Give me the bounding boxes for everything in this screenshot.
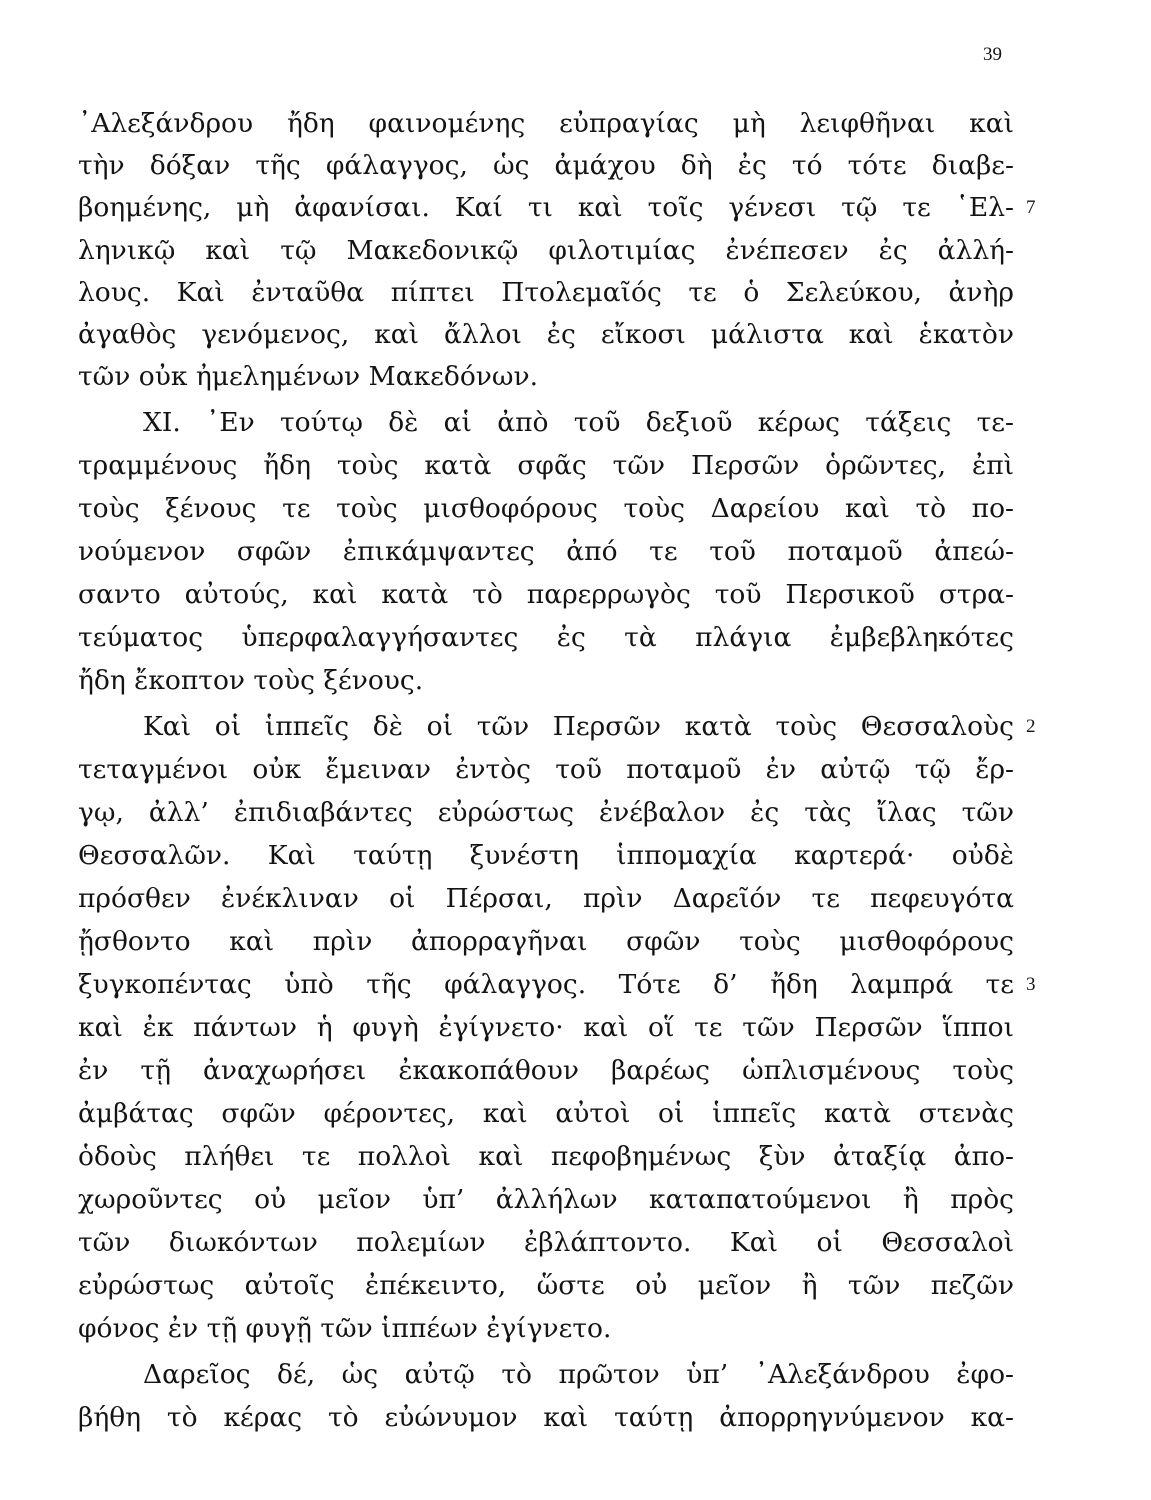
text-line: ληνικῷ καὶ τῷ Μακεδονικῷ φιλοτιμίας ἐνέπεσεν ἐς ἀλλή- (78, 235, 1014, 266)
text-line: τεύματος ὑπερφαλαγγήσαντες ἐς τὰ πλάγια ἐμβεβληκότες (78, 622, 1014, 653)
text-line: βήθη τὸ κέρας τὸ εὐώνυμον καὶ ταύτῃ ἀπορρηγνύμενον κα- (78, 1402, 1014, 1433)
text-line: καὶ ἐκ πάντων ἡ φυγὴ ἐγίγνετο· καὶ οἵ τε τῶν Περσῶν ἵπποι (78, 1012, 1014, 1043)
text-line: ξυγκοπέντας ὑπὸ τῆς φάλαγγος. Τότε δ’ ἤδη λαμπρά τε (78, 969, 1014, 1000)
margin-section-number: 7 (1026, 197, 1036, 218)
text-line: χωροῦντες οὐ μεῖον ὑπ’ ἀλλήλων καταπατούμενοι ἢ πρὸς (78, 1184, 1014, 1215)
text-line: τοὺς ξένους τε τοὺς μισθοφόρους τοὺς Δαρείου καὶ τὸ πο- (78, 493, 1014, 524)
text-line: Θεσσαλῶν. Καὶ ταύτῃ ξυνέστη ἱππομαχία καρτερά· οὐδὲ (78, 840, 1014, 871)
margin-section-number: 2 (1026, 716, 1036, 737)
text-line: τῶν διωκόντων πολεμίων ἐβλάπτοντο. Καὶ οἱ Θεσσαλοὶ (78, 1227, 1014, 1258)
text-line: νούμενον σφῶν ἐπικάμψαντες ἀπό τε τοῦ ποταμοῦ ἀπεώ- (78, 536, 1014, 567)
text-line: τῶν οὐκ ἠμελημένων Μακεδόνων. (78, 361, 539, 392)
text-line: πρόσθεν ἐνέκλιναν οἱ Πέρσαι, πρὶν Δαρεῖόν τε πεφευγότα (78, 883, 1014, 914)
chapter-start-line: XI. ᾿Εν τούτῳ δὲ αἱ ἀπὸ τοῦ δεξιοῦ κέρως τάξεις τε- (143, 407, 1014, 438)
text-line: γῳ, ἀλλ’ ἐπιδιαβάντες εὐρώστως ἐνέβαλον ἐς τὰς ἴλας τῶν (78, 797, 1014, 828)
margin-section-number: 3 (1026, 974, 1036, 995)
page-number: 39 (983, 44, 1002, 65)
text-line: ᾔσθοντο καὶ πρὶν ἀπορραγῆναι σφῶν τοὺς μισθοφόρους (78, 926, 1014, 957)
text-line: ὁδοὺς πλήθει τε πολλοὶ καὶ πεφοβημένως ξὺν ἀταξίᾳ ἀπο- (78, 1141, 1014, 1172)
text-line: σαντο αὐτούς, καὶ κατὰ τὸ παρερρωγὸς τοῦ Περσικοῦ στρα- (78, 579, 1014, 610)
text-line: τεταγμένοι οὐκ ἔμειναν ἐντὸς τοῦ ποταμοῦ ἐν αὐτῷ τῷ ἔρ- (78, 754, 1014, 785)
text-line: λους. Καὶ ἐνταῦθα πίπτει Πτολεμαῖός τε ὁ Σελεύκου, ἀνὴρ (78, 277, 1014, 308)
text-line: ἐν τῇ ἀναχωρήσει ἐκακοπάθουν βαρέως ὡπλισμένους τοὺς (78, 1055, 1014, 1086)
text-line: φόνος ἐν τῇ φυγῇ τῶν ἱππέων ἐγίγνετο. (78, 1313, 612, 1344)
text-line: εὐρώστως αὐτοῖς ἐπέκειντο, ὥστε οὐ μεῖον ἢ τῶν πεζῶν (78, 1270, 1014, 1301)
paragraph-start-line: Καὶ οἱ ἱππεῖς δὲ οἱ τῶν Περσῶν κατὰ τοὺς Θεσσαλοὺς (143, 711, 1014, 742)
text-line: τραμμένους ἤδη τοὺς κατὰ σφᾶς τῶν Περσῶν ὁρῶντες, ἐπὶ (78, 450, 1014, 481)
text-line: τὴν δόξαν τῆς φάλαγγος, ὡς ἀμάχου δὴ ἐς τό τότε διαβε- (78, 150, 1014, 181)
text-line: ἀγαθὸς γενόμενος, καὶ ἄλλοι ἐς εἴκοσι μάλιστα καὶ ἑκατὸν (78, 319, 1014, 350)
text-line: ἀμβάτας σφῶν φέροντες, καὶ αὐτοὶ οἱ ἱππεῖς κατὰ στενὰς (78, 1098, 1014, 1129)
text-line: βοημένης, μὴ ἀφανίσαι. Καί τι καὶ τοῖς γένεσι τῷ τε ῾Ελ- (78, 192, 1014, 223)
paragraph-start-line: Δαρεῖος δέ, ὡς αὐτῷ τὸ πρῶτον ὑπ’ ᾿Αλεξάνδρου ἐφο- (143, 1359, 1014, 1390)
text-line: ἤδη ἔκοπτον τοὺς ξένους. (78, 665, 424, 696)
text-line: ᾿Αλεξάνδρου ἤδη φαινομένης εὐπραγίας μὴ λειφθῆναι καὶ (78, 108, 1014, 139)
